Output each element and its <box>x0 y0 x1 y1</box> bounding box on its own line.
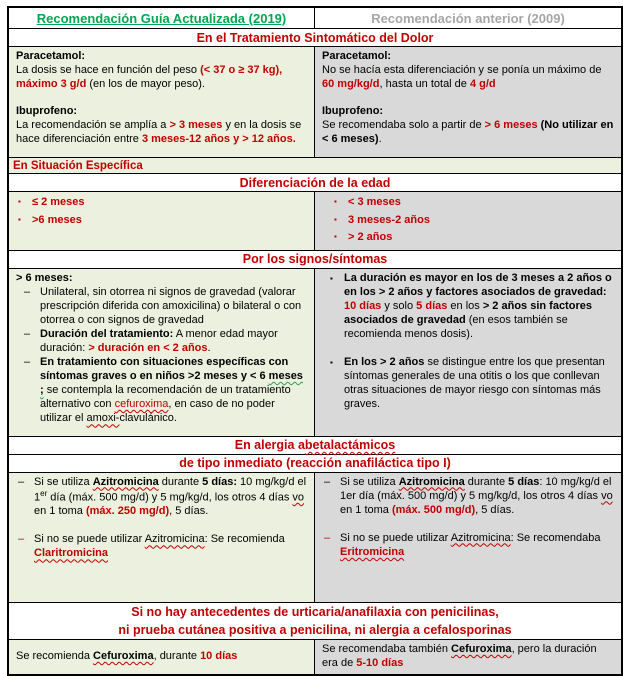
paragraph: Se recomendaba solo a partir de > 6 meses (No utilizar en < 6 meses). <box>322 119 614 146</box>
section-title-situacion: En Situación Específica <box>9 157 621 173</box>
list-item-text: En tratamiento con situaciones específicas con síntomas graves o en niños >2 meses y < 6 meses ; se contempla la recomendación de un tratamiento alternativo con cefuroxima, en caso de no poder utilizar el amoxi-clavulánico. <box>40 355 303 425</box>
section-title-alergia-line1: En alergia a betalactámicos <box>9 436 621 454</box>
age-item-label: < 3 meses <box>348 196 401 208</box>
signos-right-cell <box>315 269 621 436</box>
section-edad-body <box>9 191 621 250</box>
section-title-edad: Diferenciación de la edad <box>9 173 621 191</box>
list-item <box>322 531 614 559</box>
list-item <box>322 194 614 211</box>
list-item-text: Si no se puede utilizar Azitromicina: Se recomendaba Eritromicina <box>340 531 601 558</box>
header-cell-2009 <box>315 8 621 28</box>
age-item-label: > 2 años <box>348 231 393 243</box>
signos-left-cell <box>9 269 315 436</box>
paragraph: Ibuprofeno: <box>16 105 78 118</box>
paragraph-blank <box>322 91 614 104</box>
age-item-label: >6 meses <box>32 213 82 226</box>
signos-left-heading: > 6 meses: <box>16 271 73 284</box>
list-item-text: La duración es mayor en los de 3 meses a 2 años o en los > 2 años y factores asociados de gravedad: 10 días y solo 5 días en los > 2 años sin factores asociados de gravedad (en esos también se recomienda menos dosis). <box>344 271 612 340</box>
age-item-label: 3 meses-2 años <box>348 213 430 226</box>
age-item-label: ≤ 2 meses <box>32 196 85 208</box>
list-item-text: En los > 2 años se distingue entre los que presentan síntomas generales de una otitis o los que conllevan otras situaciones de mayor riesgo con síntomas más graves. <box>344 355 605 411</box>
paragraph: La recomendación se amplía a > 3 meses y en la dosis se hace diferenciación entre 3 meses-12 años y > 12 años. <box>16 119 302 146</box>
square-bullet-icon: ▪ <box>330 357 333 367</box>
section-title-alergia-line2: de tipo inmediato (reacción anafiláctica tipo I) <box>9 454 621 472</box>
alergia-right-cell <box>315 473 621 602</box>
square-bullet-icon: ▪ <box>334 197 337 206</box>
alergia-left-cell <box>9 473 315 602</box>
section-title-cefuroxima <box>9 602 621 639</box>
paragraph: Paracetamol: <box>322 50 392 62</box>
list-item <box>322 475 614 517</box>
list-item <box>16 194 307 211</box>
list-item <box>16 327 307 355</box>
cefuroxima-right-text: Se recomendaba también Cefuroxima, pero la duración era de 5-10 días <box>322 642 597 669</box>
paragraph: La dosis se hace en función del peso (< 37 o ≥ 37 kg), máximo 3 g/d (en los de mayor peso). <box>16 64 283 91</box>
dolor-left-cell <box>9 47 315 157</box>
list-item-text: Si se utiliza Azitromicina durante 5 días: 10 mg/kg/d el 1er día (máx. 500 mg/d) y 5 mg/kg/d, los otros 4 días vo en 1 toma (máx. 500 mg/d), 5 días. <box>340 475 613 516</box>
comparison-table <box>7 6 623 676</box>
square-bullet-icon: ▪ <box>330 273 333 283</box>
cefuroxima-right-cell <box>315 640 621 674</box>
section-dolor-body <box>9 46 621 157</box>
paragraph: Ibuprofeno: <box>322 105 384 118</box>
list-item <box>16 532 307 560</box>
list-item-text: Duración del tratamiento: A menor edad mayor duración: > duración en < 2 años. <box>40 327 278 354</box>
paragraph-blank <box>16 91 307 104</box>
square-bullet-icon: ▪ <box>334 214 337 224</box>
cefuroxima-title-line2: ni prueba cutánea positiva a penicilina, ni alergia a cefalosporinas <box>118 622 512 637</box>
paragraph: Paracetamol: <box>16 50 86 62</box>
dash-bullet-icon: – <box>24 355 31 368</box>
dash-bullet-icon: – <box>18 533 25 546</box>
list-item <box>16 285 307 327</box>
dash-bullet-icon: – <box>24 327 31 340</box>
dash-bullet-icon: – <box>24 285 31 298</box>
list-item <box>16 475 307 519</box>
list-item-text: Si no se puede utilizar Azitromicina: Se recomienda Claritromicina <box>34 533 285 560</box>
dash-bullet-icon: – <box>324 531 331 544</box>
section-title-signos: Por los signos/síntomas <box>9 250 621 268</box>
section-signos-body <box>9 268 621 436</box>
list-item <box>16 212 307 229</box>
paragraph: No se hacía esta diferenciación y se ponía un máximo de 60 mg/kg/d, hasta un total de 4 g/d <box>322 64 602 91</box>
dash-bullet-icon: – <box>18 475 25 488</box>
dash-bullet-icon: – <box>324 475 331 488</box>
list-item <box>322 355 614 411</box>
list-item <box>322 271 614 341</box>
header-cell-2019 <box>9 8 315 28</box>
table-header-row <box>9 8 621 28</box>
header-2009-title: Recomendación anterior (2009) <box>371 10 565 26</box>
edad-left-cell <box>9 192 315 250</box>
section-title-dolor: En el Tratamiento Sintomático del Dolor <box>9 28 621 46</box>
cefuroxima-left-text: Se recomienda Cefuroxima, durante 10 días <box>16 649 238 662</box>
list-item <box>16 355 307 425</box>
section-cefuroxima-body <box>9 639 621 674</box>
dolor-right-cell <box>315 47 621 157</box>
edad-right-cell <box>315 192 621 250</box>
cefuroxima-left-cell <box>9 640 315 674</box>
square-bullet-icon: ▪ <box>18 214 21 224</box>
header-2019-title: Recomendación Guía Actualizada (2019) <box>36 10 287 26</box>
list-item <box>322 212 614 229</box>
cefuroxima-title-line1: Si no hay antecedentes de urticaria/anafilaxia con penicilinas, <box>131 604 499 619</box>
list-item-text: Si se utiliza Azitromicina durante 5 días: 10 mg/kg/d el 1er día (máx. 500 mg/d) y 5 mg/kg/d, los otros 4 días vo en 1 toma (máx. 250 mg/d), 5 días. <box>34 475 307 518</box>
section-alergia-body <box>9 472 621 602</box>
list-item <box>322 229 614 246</box>
square-bullet-icon: ▪ <box>334 232 337 241</box>
list-item-text: Unilateral, sin otorrea ni signos de gravedad (valorar prescripción diferida con amoxicilina) o bilateral o con otorrea o con signos de gravedad <box>40 285 302 326</box>
square-bullet-icon: ▪ <box>18 197 21 206</box>
